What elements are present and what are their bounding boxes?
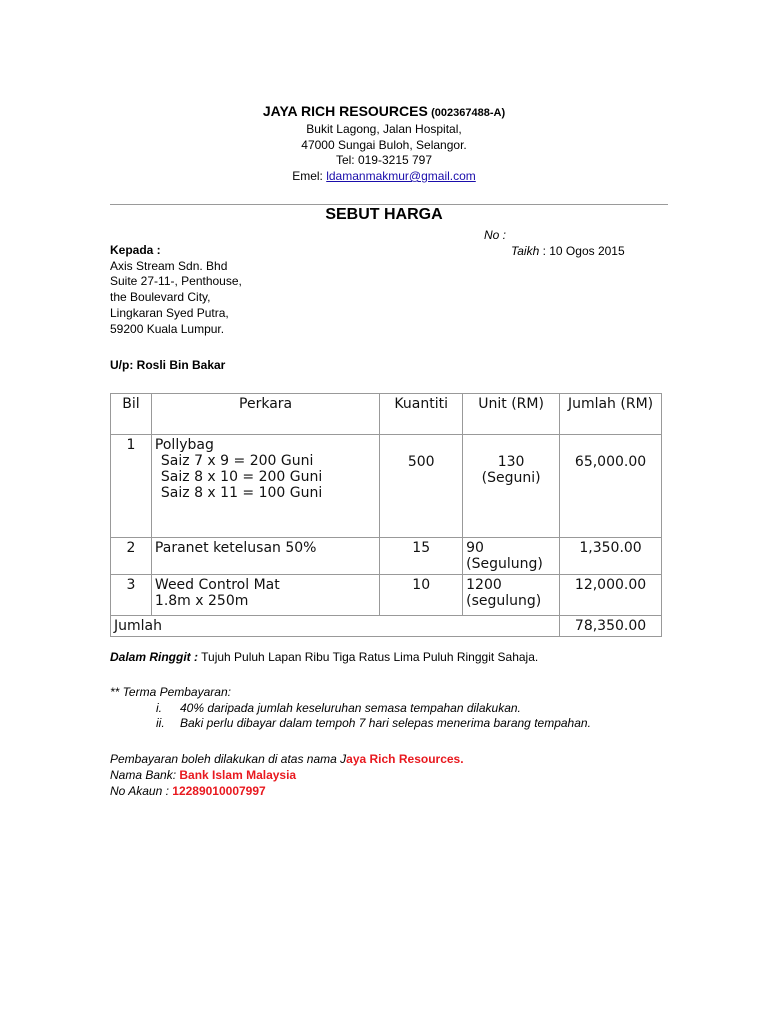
item-name: Weed Control Mat (154, 577, 280, 593)
item-detail: 1.8m x 250m (154, 593, 249, 609)
payee-name: aya Rich Resources. (346, 752, 464, 766)
recipient-block (110, 243, 242, 337)
row-kuantiti: 15 (380, 538, 463, 575)
row-unit: 1200 (segulung) (463, 575, 560, 616)
row-unit: 90 (Segulung) (463, 538, 560, 575)
terms-item (110, 716, 591, 732)
total-value: 78,350.00 (560, 616, 662, 637)
company-reg-no: (002367488-A) (431, 107, 506, 119)
document-title: SEBUT HARGA (325, 206, 443, 223)
row-bil: 2 (111, 538, 152, 575)
items-table (110, 393, 662, 637)
header-jumlah: Jumlah (RM) (560, 394, 662, 435)
bank-name: Bank Islam Malaysia (179, 768, 297, 782)
row-jumlah: 1,350.00 (560, 538, 662, 575)
header-bil: Bil (111, 394, 152, 435)
recipient-label: Kepada : (110, 243, 161, 257)
recipient-line: Axis Stream Sdn. Bhd (110, 258, 228, 273)
date-value: : 10 Ogos 2015 (539, 244, 625, 258)
total-row (111, 616, 662, 637)
company-name: JAYA RICH RESOURCES (262, 103, 428, 119)
header-unit: Unit (RM) (463, 394, 560, 435)
telephone: Tel: 019-3215 797 (335, 153, 433, 167)
header-kuantiti: Kuantiti (380, 394, 463, 435)
recipient-line: Lingkaran Syed Putra, (110, 305, 229, 320)
terms-item-number: ii. (156, 716, 165, 731)
terms-item-number: i. (156, 700, 162, 715)
item-detail: Saiz 7 x 9 = 200 Guni (160, 453, 314, 469)
item-name: Pollybag (154, 437, 214, 453)
row-unit: 130 (Seguni) (463, 435, 560, 538)
bank-label: Nama Bank: (110, 768, 180, 782)
attention-line: U/p: Rosli Bin Bakar (110, 358, 226, 372)
amount-words-label: Dalam Ringgit : (110, 650, 199, 664)
recipient-line: the Boulevard City, (110, 290, 211, 305)
row-bil: 1 (111, 435, 152, 538)
item-detail: Saiz 8 x 11 = 100 Guni (160, 485, 323, 501)
payment-info (110, 751, 464, 799)
item-detail: Saiz 8 x 10 = 200 Guni (160, 469, 323, 485)
date-label: Taikh (511, 244, 540, 258)
table-row (111, 575, 662, 616)
quote-date (511, 244, 625, 258)
company-name-line (0, 103, 768, 121)
row-jumlah: 12,000.00 (560, 575, 662, 616)
row-perkara: Paranet ketelusan 50% (151, 538, 379, 575)
total-label: Jumlah (111, 616, 560, 637)
header-divider (110, 204, 668, 205)
email-link[interactable]: ldamanmakmur@gmail.com (326, 169, 476, 183)
row-kuantiti: 500 (380, 435, 463, 538)
address-line-1: Bukit Lagong, Jalan Hospital, (306, 122, 462, 136)
header-perkara: Perkara (151, 394, 379, 435)
terms-item (110, 701, 591, 717)
table-row (111, 538, 662, 575)
terms-item-text: Baki perlu dibayar dalam tempoh 7 hari selepas menerima barang tempahan. (180, 716, 591, 731)
email-label: Emel: (292, 169, 327, 183)
row-kuantiti: 10 (380, 575, 463, 616)
payment-prefix: Pembayaran boleh dilakukan di atas nama J (110, 752, 347, 766)
recipient-line: Suite 27-11-, Penthouse, (110, 274, 242, 289)
table-header-row (111, 394, 662, 435)
address-line-2: 47000 Sungai Buloh, Selangor. (301, 138, 467, 152)
email-line (0, 168, 768, 184)
payment-terms (110, 685, 591, 732)
terms-title: ** Terma Pembayaran: (110, 685, 231, 699)
account-label: No Akaun : (110, 784, 173, 798)
row-perkara (151, 435, 379, 538)
amount-words-text: Tujuh Puluh Lapan Ribu Tiga Ratus Lima Puluh Ringgit Sahaja. (198, 650, 539, 664)
table-row (111, 435, 662, 538)
row-bil: 3 (111, 575, 152, 616)
terms-item-text: 40% daripada jumlah keseluruhan semasa tempahan dilakukan. (180, 700, 521, 715)
recipient-line: 59200 Kuala Lumpur. (110, 321, 225, 336)
account-number: 12289010007997 (172, 784, 266, 798)
row-jumlah: 65,000.00 (560, 435, 662, 538)
amount-in-words (110, 650, 538, 664)
quote-number-label: No : (484, 228, 507, 242)
row-perkara (151, 575, 379, 616)
